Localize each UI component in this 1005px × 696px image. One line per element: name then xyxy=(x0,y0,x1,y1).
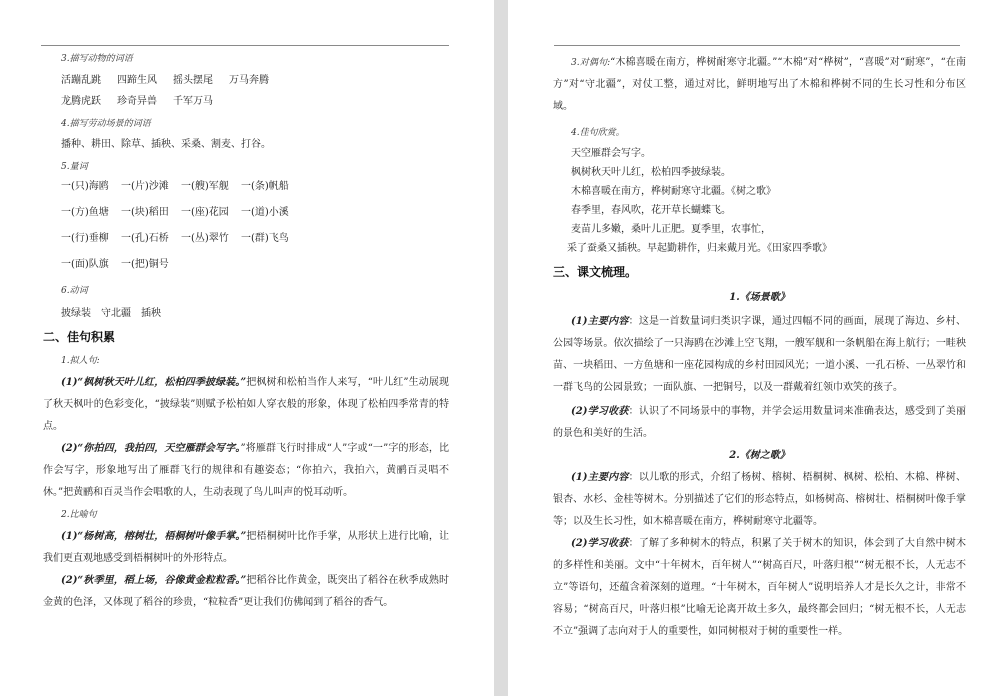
verb-words: 披绿装 守北疆 插秧 xyxy=(61,308,161,319)
subsection-title: 3.对偶句: xyxy=(571,58,611,68)
paragraph-text: ：了解了多种树木的特点，积累了关于树木的知识，体会到了大自然中树木的多样性和美丽。文中“十年树木，百年树人”“树高百尺，叶落归根”“树无根不长，人无志不立”等语句，还蕴含着深刻的道理。“十年树木，百年树人”说明培养人才是长久之计，非常不容易；“树高百尺，叶落归根”比喻无论离开故土多久，最终都会回归；“树无根不长，人无志不立”强调了志向对于人的重要性，如同树根对于树的重要性一样。 xyxy=(553,538,967,637)
paragraph-text: ：以儿歌的形式，介绍了杨树、榕树、梧桐树、枫树、松柏、木棉、桦树、银杏、水杉、金桂等树木。分别描述了它们的形态特点，如杨树高、榕树壮、梧桐树叶像手掌等；以及生长习性，如木棉喜暖在南方，桦树耐寒守北疆等。 xyxy=(553,472,967,527)
grid-cell: 一(片)沙滩 xyxy=(121,181,169,192)
paragraph-text: 把枫树和松柏当作人来写，“叶儿红”生动展现了秋天枫叶的色彩变化，“披绿装”则赋予松柏如人穿衣般的形象，体现了松柏四季常青的特点。 xyxy=(43,377,449,432)
grid-cell: 一(块)稻田 xyxy=(121,207,169,218)
right-content xyxy=(553,52,966,643)
paragraph xyxy=(43,526,449,570)
poem-line: 枫树秋天叶儿红，松柏四季披绿装。 xyxy=(571,167,731,178)
word: 千军万马 xyxy=(173,96,213,107)
grid-row xyxy=(61,232,449,246)
paragraph-text: 把稻谷比作黄金，既突出了稻谷在秋季成熟时金黄的色泽，又体现了稻谷的珍贵，“粒粒香”更让我们仿佛闻到了稻谷的香气。 xyxy=(43,575,450,608)
quote-label: (2)“你拍四，我拍四，天空雁群会写字。 xyxy=(61,443,241,454)
subsection-title: 2.比喻句 xyxy=(61,510,97,520)
paragraph-text: ：这是一首数量词归类识字课，通过四幅不同的画面，展现了海边、乡村、公园等场景。依次描绘了一只海鸥在沙滩上空飞翔，一艘军舰和一条帆船在海上航行；一畦秧苗、一块稻田、一方鱼塘和一座花园构成的乡村田园风光；一道小溪、一孔石桥、一丛翠竹和一群飞鸟的公园景致；一面队旗、一把铜号，以及一群戴着红领巾欢笑的孩子。 xyxy=(553,316,967,393)
paragraph xyxy=(553,311,966,399)
grid-cell: 一(方)鱼塘 xyxy=(61,207,109,218)
paragraph-text: 把梧桐树叶比作手掌，从形状上进行比喻，让我们更直观地感受到梧桐树叶的外形特点。 xyxy=(43,531,450,564)
subsection-title: 4.佳句欣赏。 xyxy=(571,128,625,138)
labor-words: 播种、耕田、除草、插秧、采桑、割麦、打谷。 xyxy=(61,139,271,150)
grid-cell: 一(条)帆船 xyxy=(241,181,289,192)
header-rule xyxy=(41,45,449,46)
right-page xyxy=(508,0,1005,696)
poem-line: 木棉喜暖在南方，桦树耐寒守北疆。《树之歌》 xyxy=(571,186,776,197)
section-title: 6.动词 xyxy=(61,286,88,296)
grid-cell: 一(只)海鸥 xyxy=(61,181,109,192)
section-title: 4.描写劳动场景的词语 xyxy=(61,119,151,129)
section-title: 5.量词 xyxy=(61,162,88,172)
quote-label: (2)“秋季里，稻上场，谷像黄金粒粒香。” xyxy=(61,575,247,586)
paragraph xyxy=(553,467,966,533)
poem-line: 春季里，春风吹，花开草长蝴蝶飞。 xyxy=(571,205,731,216)
grid-cell: 一(行)垂柳 xyxy=(61,233,109,244)
grid-cell: 一(艘)军舰 xyxy=(181,181,229,192)
section-heading: 三、课文梳理。 xyxy=(553,265,638,279)
grid-cell: 一(把)铜号 xyxy=(121,259,169,270)
item-label: (1)主要内容 xyxy=(571,316,629,327)
page-gutter xyxy=(494,0,508,696)
grid-cell: 一(丛)翠竹 xyxy=(181,233,229,244)
paragraph-text: ”将雁群飞行时排成“人”字或“一”字的形态，比作会写字，形象地写出了雁群飞行的规律和有趣姿态；“你拍六，我拍六，黄鹂百灵唱不休。”把黄鹂和百灵当作会唱歌的人，生动表现了鸟儿叫声的悦耳动听。 xyxy=(43,443,449,498)
paragraph xyxy=(553,52,966,118)
grid-row xyxy=(61,206,449,220)
lesson-title: 1.《场景歌》 xyxy=(729,292,790,303)
word-row xyxy=(61,74,449,88)
grid-cell: 一(面)队旗 xyxy=(61,259,109,270)
paragraph xyxy=(43,438,449,504)
word: 摇头摆尾 xyxy=(173,75,213,86)
item-label: (1)主要内容 xyxy=(571,472,629,483)
grid-row xyxy=(61,258,449,272)
paragraph xyxy=(43,372,449,438)
subsection-title: 1.拟人句: xyxy=(61,356,100,366)
word-row xyxy=(61,95,449,109)
left-page xyxy=(0,0,494,696)
word: 活蹦乱跳 xyxy=(61,75,101,86)
grid-cell: 一(群)飞鸟 xyxy=(241,233,289,244)
item-label: (2)学习收获 xyxy=(571,406,629,417)
poem-line: 麦苗儿多嫩，桑叶儿正肥。夏季里，农事忙， xyxy=(571,224,771,235)
paragraph-text: ：认识了不同场景中的事物，并学会运用数量词来准确表达，感受到了美丽的景色和美好的生活。 xyxy=(553,406,967,439)
item-label: (2)学习收获 xyxy=(571,538,629,549)
section-heading: 二、佳句积累 xyxy=(43,330,116,344)
lesson-title: 2.《树之歌》 xyxy=(729,450,790,461)
paragraph-text: “木棉喜暖在南方，桦树耐寒守北疆。”“木棉”对“桦树”，“喜暖”对“耐寒”，“在南方”对“守北疆”，对仗工整，通过对比，鲜明地写出了木棉和桦树不同的生长习性和分布区域。 xyxy=(553,57,966,112)
poem-line: 采了蚕桑又插秧。早起勤耕作，归来戴月光。《田家四季歌》 xyxy=(567,243,832,254)
grid-cell: 一(座)花园 xyxy=(181,207,229,218)
paragraph xyxy=(553,401,966,445)
word: 四蹄生风 xyxy=(117,75,157,86)
grid-row xyxy=(61,180,449,194)
grid-cell: 一(孔)石桥 xyxy=(121,233,169,244)
word: 龙腾虎跃 xyxy=(61,96,101,107)
left-content xyxy=(43,52,449,614)
header-rule xyxy=(554,45,960,46)
section-title: 3.描写动物的词语 xyxy=(61,54,133,64)
quote-label: (1)“枫树秋天叶儿红，松柏四季披绿装。” xyxy=(61,377,247,388)
poem-line: 天空雁群会写字。 xyxy=(571,148,651,159)
measure-word-grid xyxy=(61,180,449,272)
word: 万马奔腾 xyxy=(229,75,269,86)
word: 珍奇异兽 xyxy=(117,96,157,107)
quote-label: (1)“杨树高，榕树壮，梧桐树叶像手掌。” xyxy=(61,531,247,542)
grid-cell: 一(道)小溪 xyxy=(241,207,289,218)
poem-lines xyxy=(567,144,966,258)
paragraph xyxy=(553,533,966,643)
paragraph xyxy=(43,570,449,614)
